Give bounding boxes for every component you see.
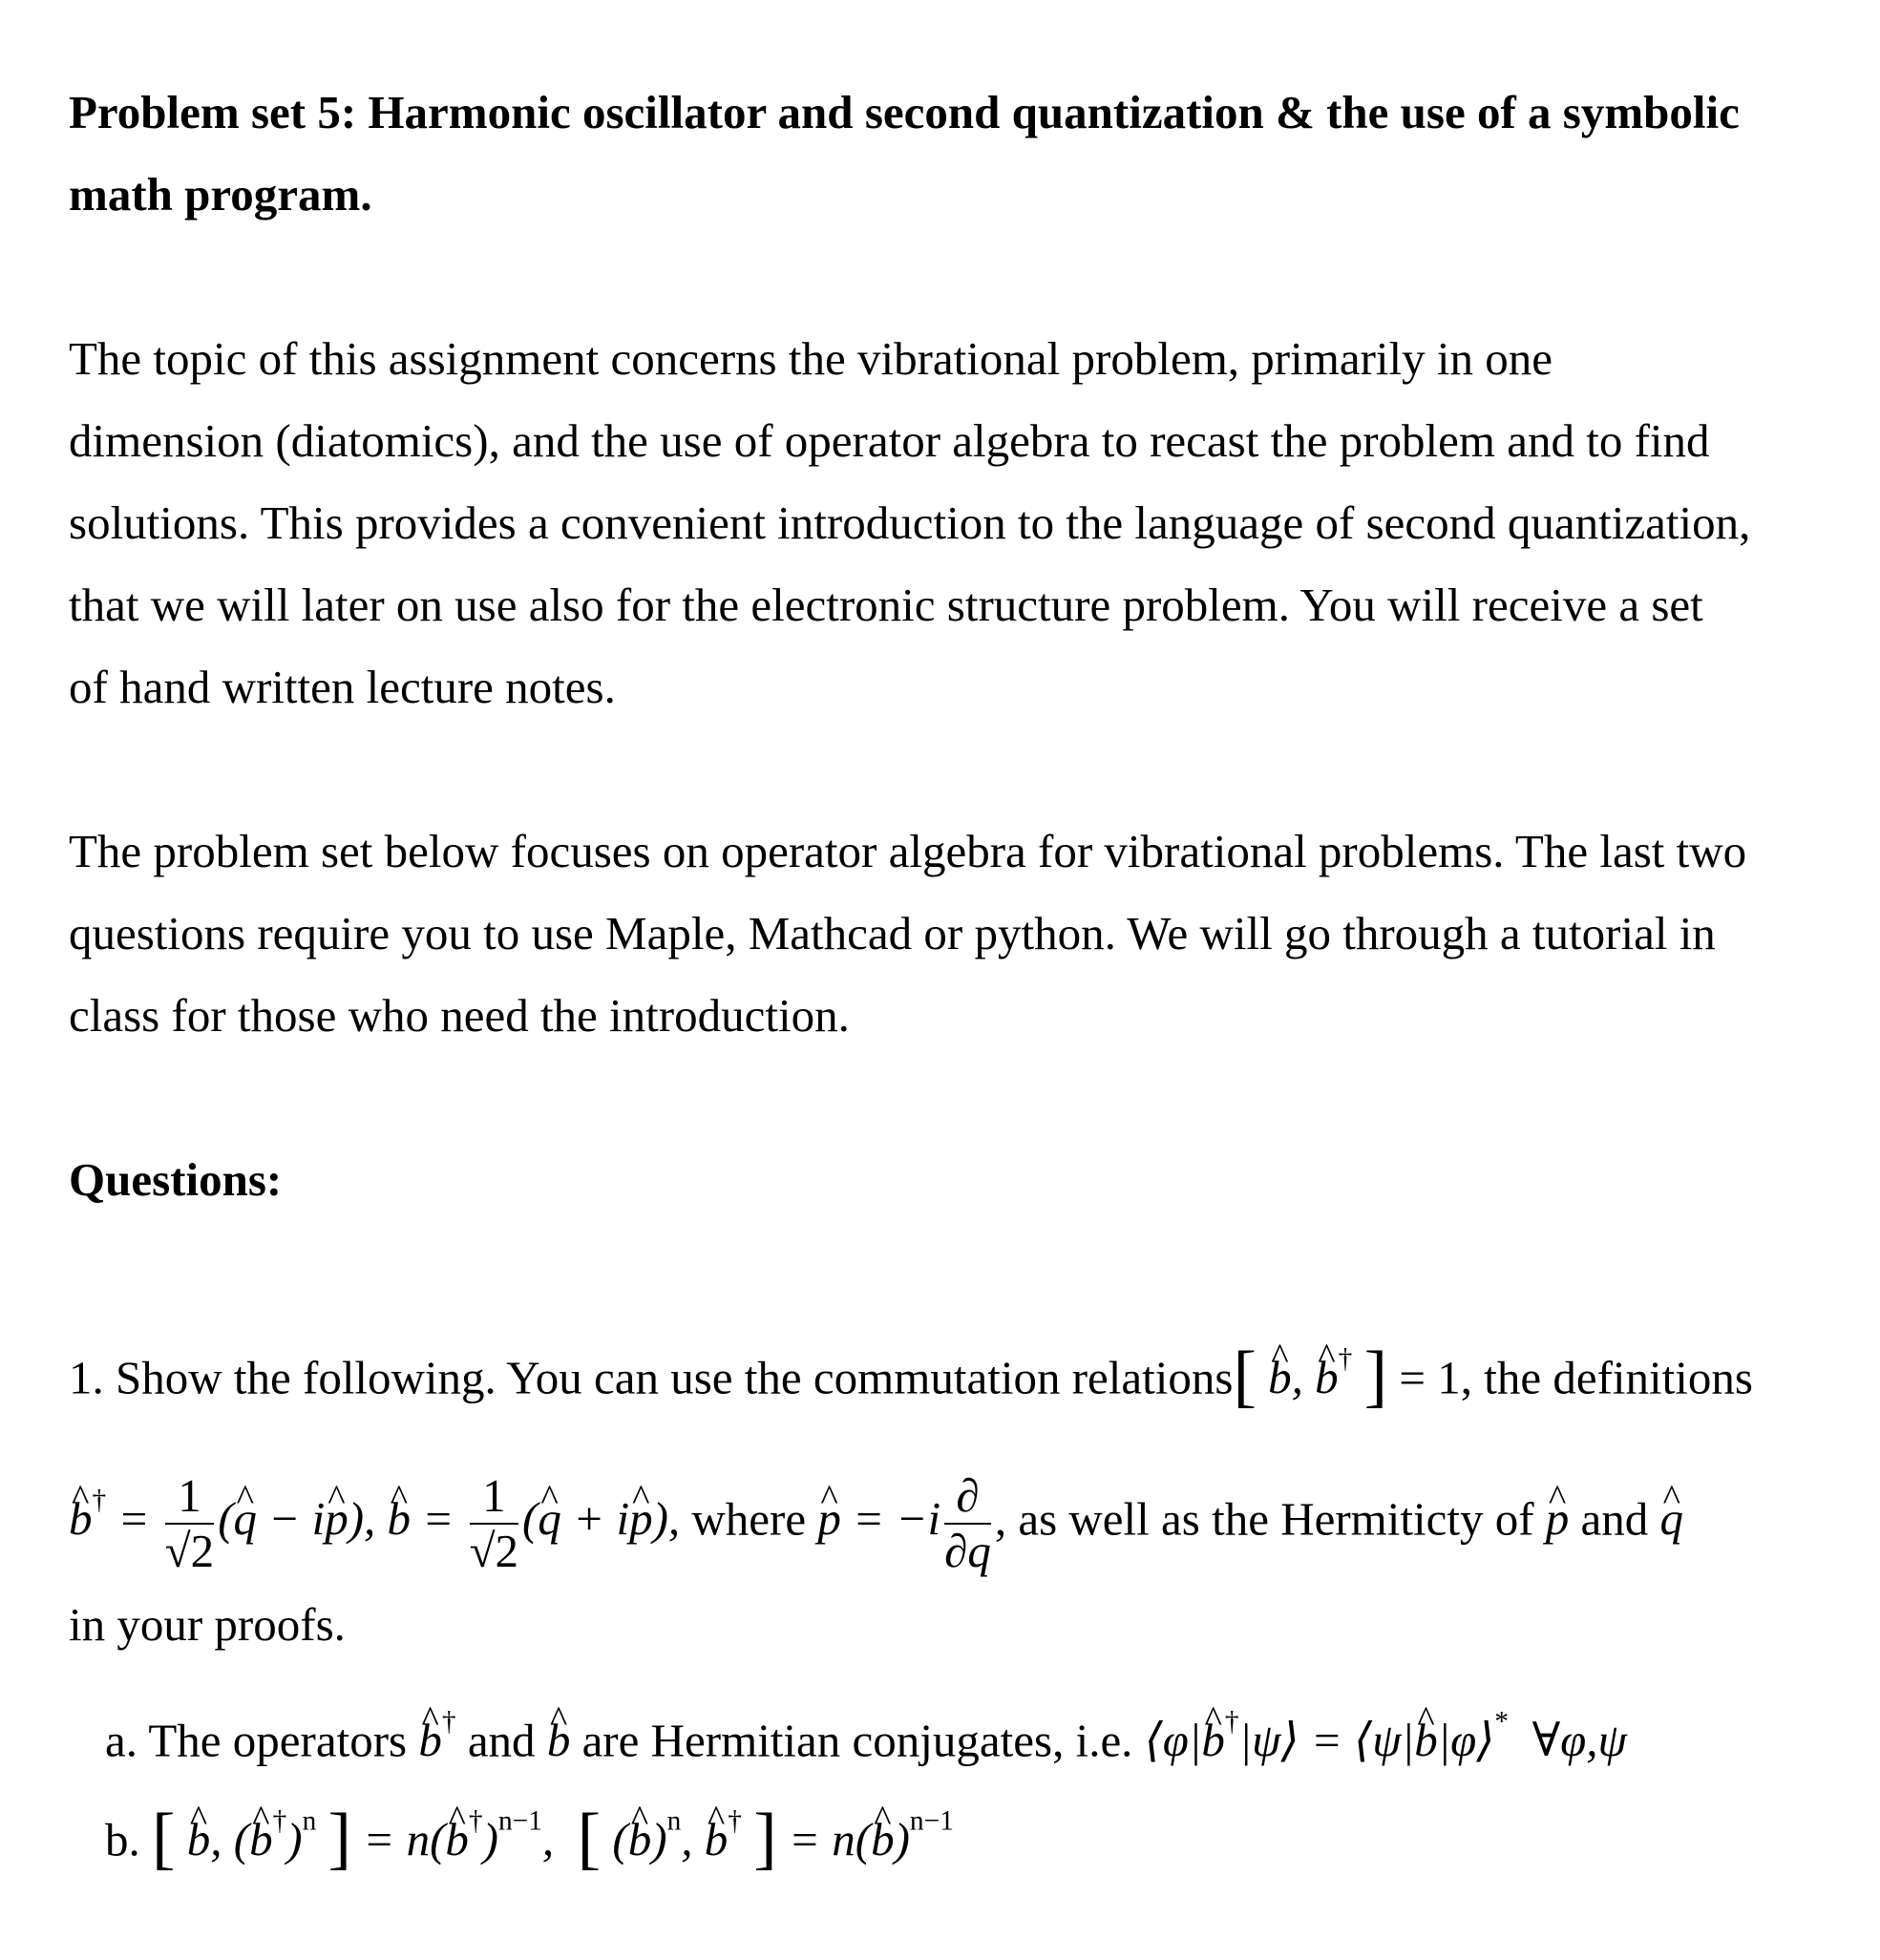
q1-intro-tail: = 1, the definitions (1399, 1351, 1753, 1404)
title-line-2: math program. (69, 168, 372, 221)
questions-heading: Questions: (69, 1153, 283, 1206)
bdagger-symbol: ^ b† (418, 1714, 455, 1766)
q1-intro-text: 1. Show the following. You can use the commutation relations (69, 1351, 1234, 1404)
q1-part-b (105, 1793, 954, 1877)
commutator-power-formulas: [ ^ b, (^ b†)$^n$ ] = n(^ b†)$^{n-1}$, [ (^ b)$^n$, ^ b† ] = n(^ b)$^{n-1}$ (152, 1813, 954, 1865)
bdagger-definition: ^ b† = $\frac{1}{√2}$ (^ q − i^ p), ^ b = $\frac{1}{√2}$ (^ q + i^ p), (69, 1492, 680, 1545)
p-hat-symbol: ^ p (1546, 1492, 1570, 1545)
q1-intro-line (69, 1331, 1753, 1415)
hermitian-conjugate-formula: ⟨φ|^ b†|ψ⟩ = ⟨ψ|^ b|φ⟩* ∀φ,ψ (1145, 1714, 1627, 1766)
as-well-text: , as well as the Hermiticty of (994, 1492, 1534, 1546)
intro-line-1: The topic of this assignment concerns the vibrational problem, primarily in one (69, 332, 1553, 385)
focus-line-1: The problem set below focuses on operator algebra for vibrational problems. The last two (69, 825, 1747, 877)
intro-line-3: solutions. This provides a convenient introduction to the language of second quantization, (69, 496, 1751, 549)
focus-line-2: questions require you to use Maple, Mathcad or python. We will go through a tutorial in (69, 907, 1716, 959)
intro-line-5: of hand written lecture notes. (69, 661, 616, 713)
commutator-formula: [ ^ b, ^ b† ] (1233, 1351, 1387, 1403)
b-symbol: ^ b (547, 1714, 571, 1766)
and-text: and (1580, 1492, 1649, 1546)
part-b-label: b. (105, 1813, 140, 1866)
part-a-and: and (467, 1714, 536, 1767)
part-a-label: a. The operators (105, 1714, 408, 1767)
part-a-mid: are Hermitian conjugates, i.e. (581, 1714, 1133, 1767)
title-line-1: Problem set 5: Harmonic oscillator and second quantization & the use of a symbolic (69, 86, 1740, 138)
intro-line-4: that we will later on use also for the electronic structure problem. You will receive a set (69, 579, 1703, 631)
intro-line-2: dimension (diatomics), and the use of operator algebra to recast the problem and to find (69, 414, 1710, 467)
q1-definitions-line (69, 1447, 1683, 1578)
focus-line-3: class for those who need the introduction. (69, 989, 850, 1042)
q-hat-symbol: ^ q (1660, 1492, 1684, 1545)
q1-part-a (105, 1694, 1627, 1769)
where-text: where (691, 1492, 807, 1546)
momentum-definition: ^ p = −i $\frac{\partial}{\partial q}$ (817, 1492, 994, 1545)
q1-proofs-line: in your proofs. (69, 1598, 346, 1651)
